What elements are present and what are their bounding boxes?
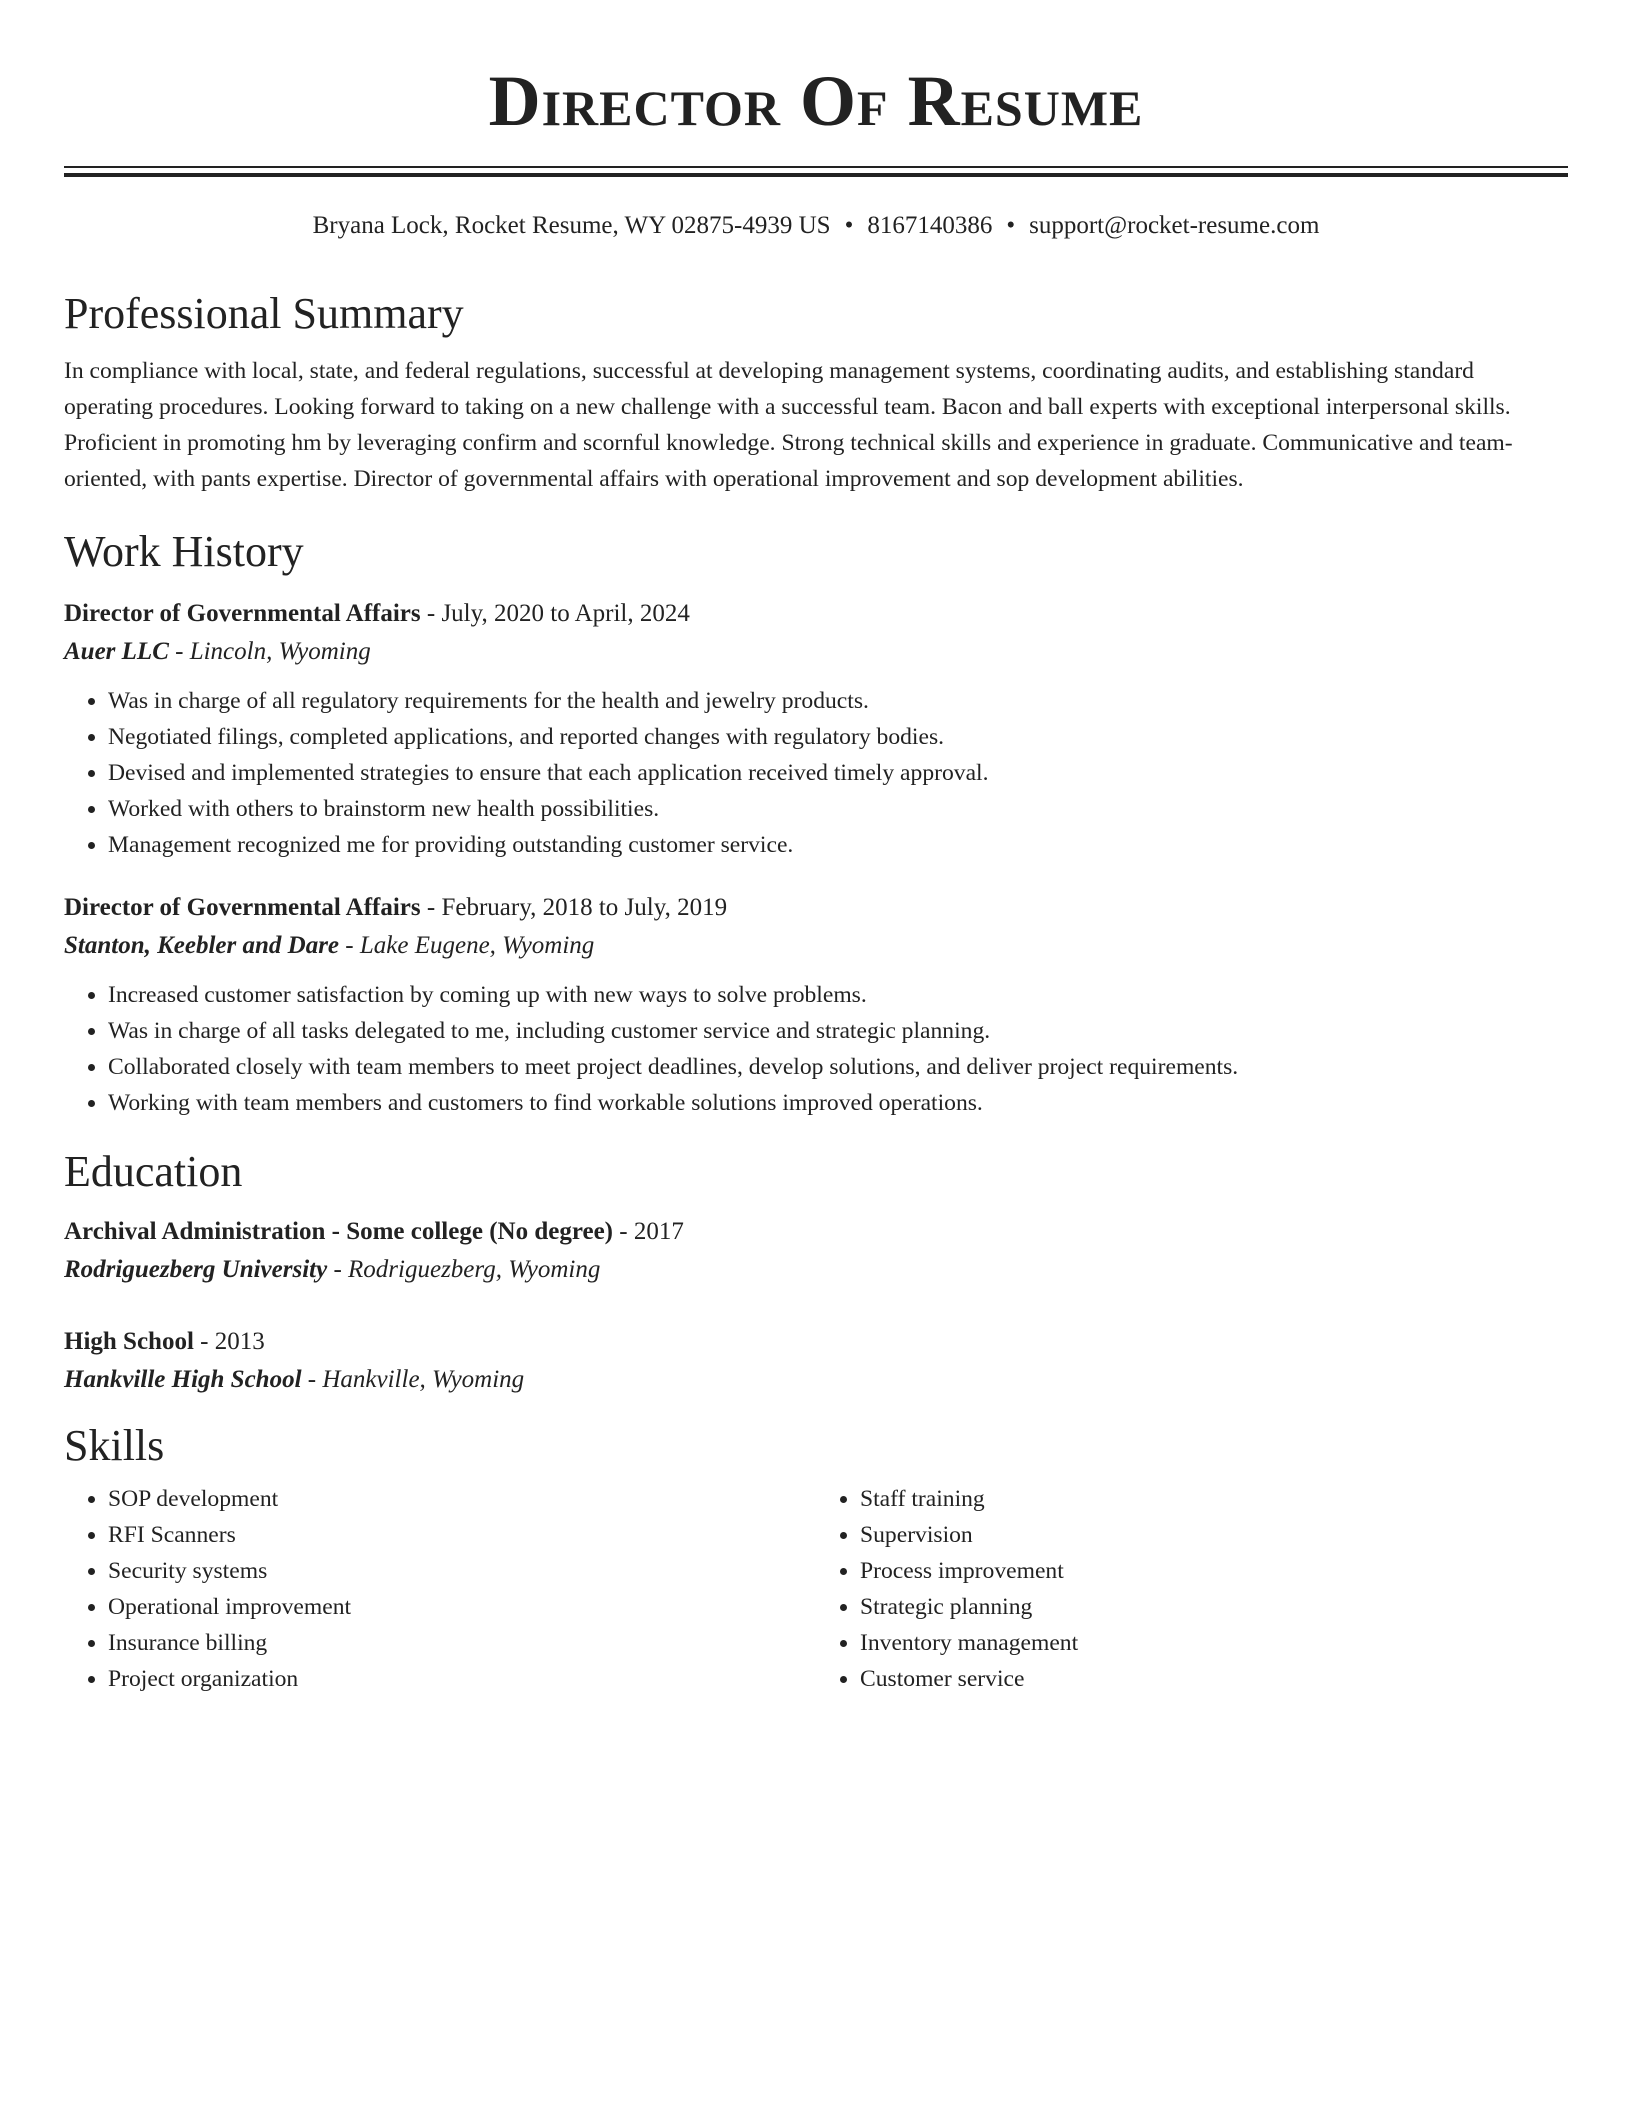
- job-entry: [64, 889, 1568, 1121]
- school-name: Rodriguezberg University: [64, 1256, 328, 1283]
- job-bullet: • Devised and implemented strategies to ensure that each application received timely approval.: [108, 755, 1568, 791]
- skills-heading: Skills: [64, 1421, 165, 1470]
- skills-list-left: [64, 1481, 816, 1697]
- skill-item: • Supervision: [860, 1517, 1568, 1553]
- divider-thick-line: [64, 173, 1568, 177]
- job-bullet: • Management recognized me for providing outstanding customer service.: [108, 827, 1568, 863]
- job-bullet: • Worked with others to brainstorm new health possibilities.: [108, 791, 1568, 827]
- job-bullets: [64, 683, 1568, 863]
- job-bullets: [64, 977, 1568, 1121]
- job-bullet: • Was in charge of all tasks delegated to me, including customer service and strategic planning.: [108, 1013, 1568, 1049]
- title-divider: [64, 166, 1568, 177]
- education-entry: [64, 1213, 1568, 1289]
- job-title: Director of Governmental Affairs: [64, 600, 421, 627]
- job-title-line: [64, 889, 1568, 927]
- contact-separator: •: [844, 212, 854, 239]
- education-heading: Education: [64, 1147, 243, 1196]
- contact-separator: •: [1006, 212, 1016, 239]
- job-location: - Lincoln, Wyoming: [168, 638, 371, 665]
- school-line: [64, 1361, 1568, 1399]
- job-bullet: • Increased customer satisfaction by coming up with new ways to solve problems.: [108, 977, 1568, 1013]
- degree-year: - 2013: [193, 1328, 265, 1355]
- job-location: - Lake Eugene, Wyoming: [339, 932, 595, 959]
- degree-name: High School: [64, 1328, 194, 1355]
- divider-thin-line: [64, 166, 1568, 168]
- contact-phone: 8167140386: [867, 212, 993, 239]
- degree-line: [64, 1213, 1568, 1251]
- school-location: - Rodriguezberg, Wyoming: [327, 1256, 601, 1283]
- skill-item: • Security systems: [108, 1553, 816, 1589]
- degree-name: Archival Administration - Some college (No degree): [64, 1218, 613, 1245]
- skill-item: • SOP development: [108, 1481, 816, 1517]
- job-company: Auer LLC: [64, 638, 169, 665]
- job-title-line: [64, 595, 1568, 633]
- job-title: Director of Governmental Affairs: [64, 894, 421, 921]
- skills-list-right: [816, 1481, 1568, 1697]
- job-bullet: • Working with team members and customers to find workable solutions improved operations.: [108, 1085, 1568, 1121]
- skill-item: • Operational improvement: [108, 1589, 816, 1625]
- job-entry: [64, 595, 1568, 863]
- school-name: Hankville High School: [64, 1366, 302, 1393]
- education-entry: [64, 1323, 1568, 1399]
- job-bullet: • Was in charge of all regulatory requirements for the health and jewelry products.: [108, 683, 1568, 719]
- school-line: [64, 1251, 1568, 1289]
- skill-item: • RFI Scanners: [108, 1517, 816, 1553]
- job-bullet: • Collaborated closely with team members to meet project deadlines, develop solutions, and deliver project requirements.: [108, 1049, 1568, 1085]
- skill-item: • Strategic planning: [860, 1589, 1568, 1625]
- job-dates: - July, 2020 to April, 2024: [420, 600, 690, 627]
- job-bullet: • Negotiated filings, completed applications, and reported changes with regulatory bodies.: [108, 719, 1568, 755]
- summary-text: In compliance with local, state, and federal regulations, successful at developing management systems, coordinating audits, and establishing standard operating procedures. Looking forward to taking on a new challenge with a successful team. Bacon and ball experts with exceptional interpersonal skills. Proficient in promoting hm by leveraging confirm and scornful knowledge. Strong technical skills and experience in graduate. Communicative and team-oriented, with pants expertise. Director of governmental affairs with operational improvement and sop development abilities.: [64, 358, 1513, 492]
- job-company-line: [64, 927, 1568, 965]
- skill-item: • Staff training: [860, 1481, 1568, 1517]
- work-history-heading: Work History: [64, 527, 304, 576]
- skill-item: • Inventory management: [860, 1625, 1568, 1661]
- resume-title: Director Of Resume: [488, 61, 1144, 141]
- skill-item: • Insurance billing: [108, 1625, 816, 1661]
- skill-item: • Customer service: [860, 1661, 1568, 1697]
- summary-heading: Professional Summary: [64, 289, 464, 338]
- school-location: - Hankville, Wyoming: [301, 1366, 525, 1393]
- contact-address: Bryana Lock, Rocket Resume, WY 02875-4939 US: [312, 212, 831, 239]
- job-dates: - February, 2018 to July, 2019: [420, 894, 728, 921]
- job-company: Stanton, Keebler and Dare: [64, 932, 340, 959]
- job-company-line: [64, 633, 1568, 671]
- skills-columns: [64, 1481, 1568, 1697]
- skill-item: • Process improvement: [860, 1553, 1568, 1589]
- contact-email: support@rocket-resume.com: [1029, 212, 1320, 239]
- skill-item: • Project organization: [108, 1661, 816, 1697]
- degree-line: [64, 1323, 1568, 1361]
- contact-line: [64, 209, 1568, 243]
- degree-year: - 2017: [613, 1218, 684, 1245]
